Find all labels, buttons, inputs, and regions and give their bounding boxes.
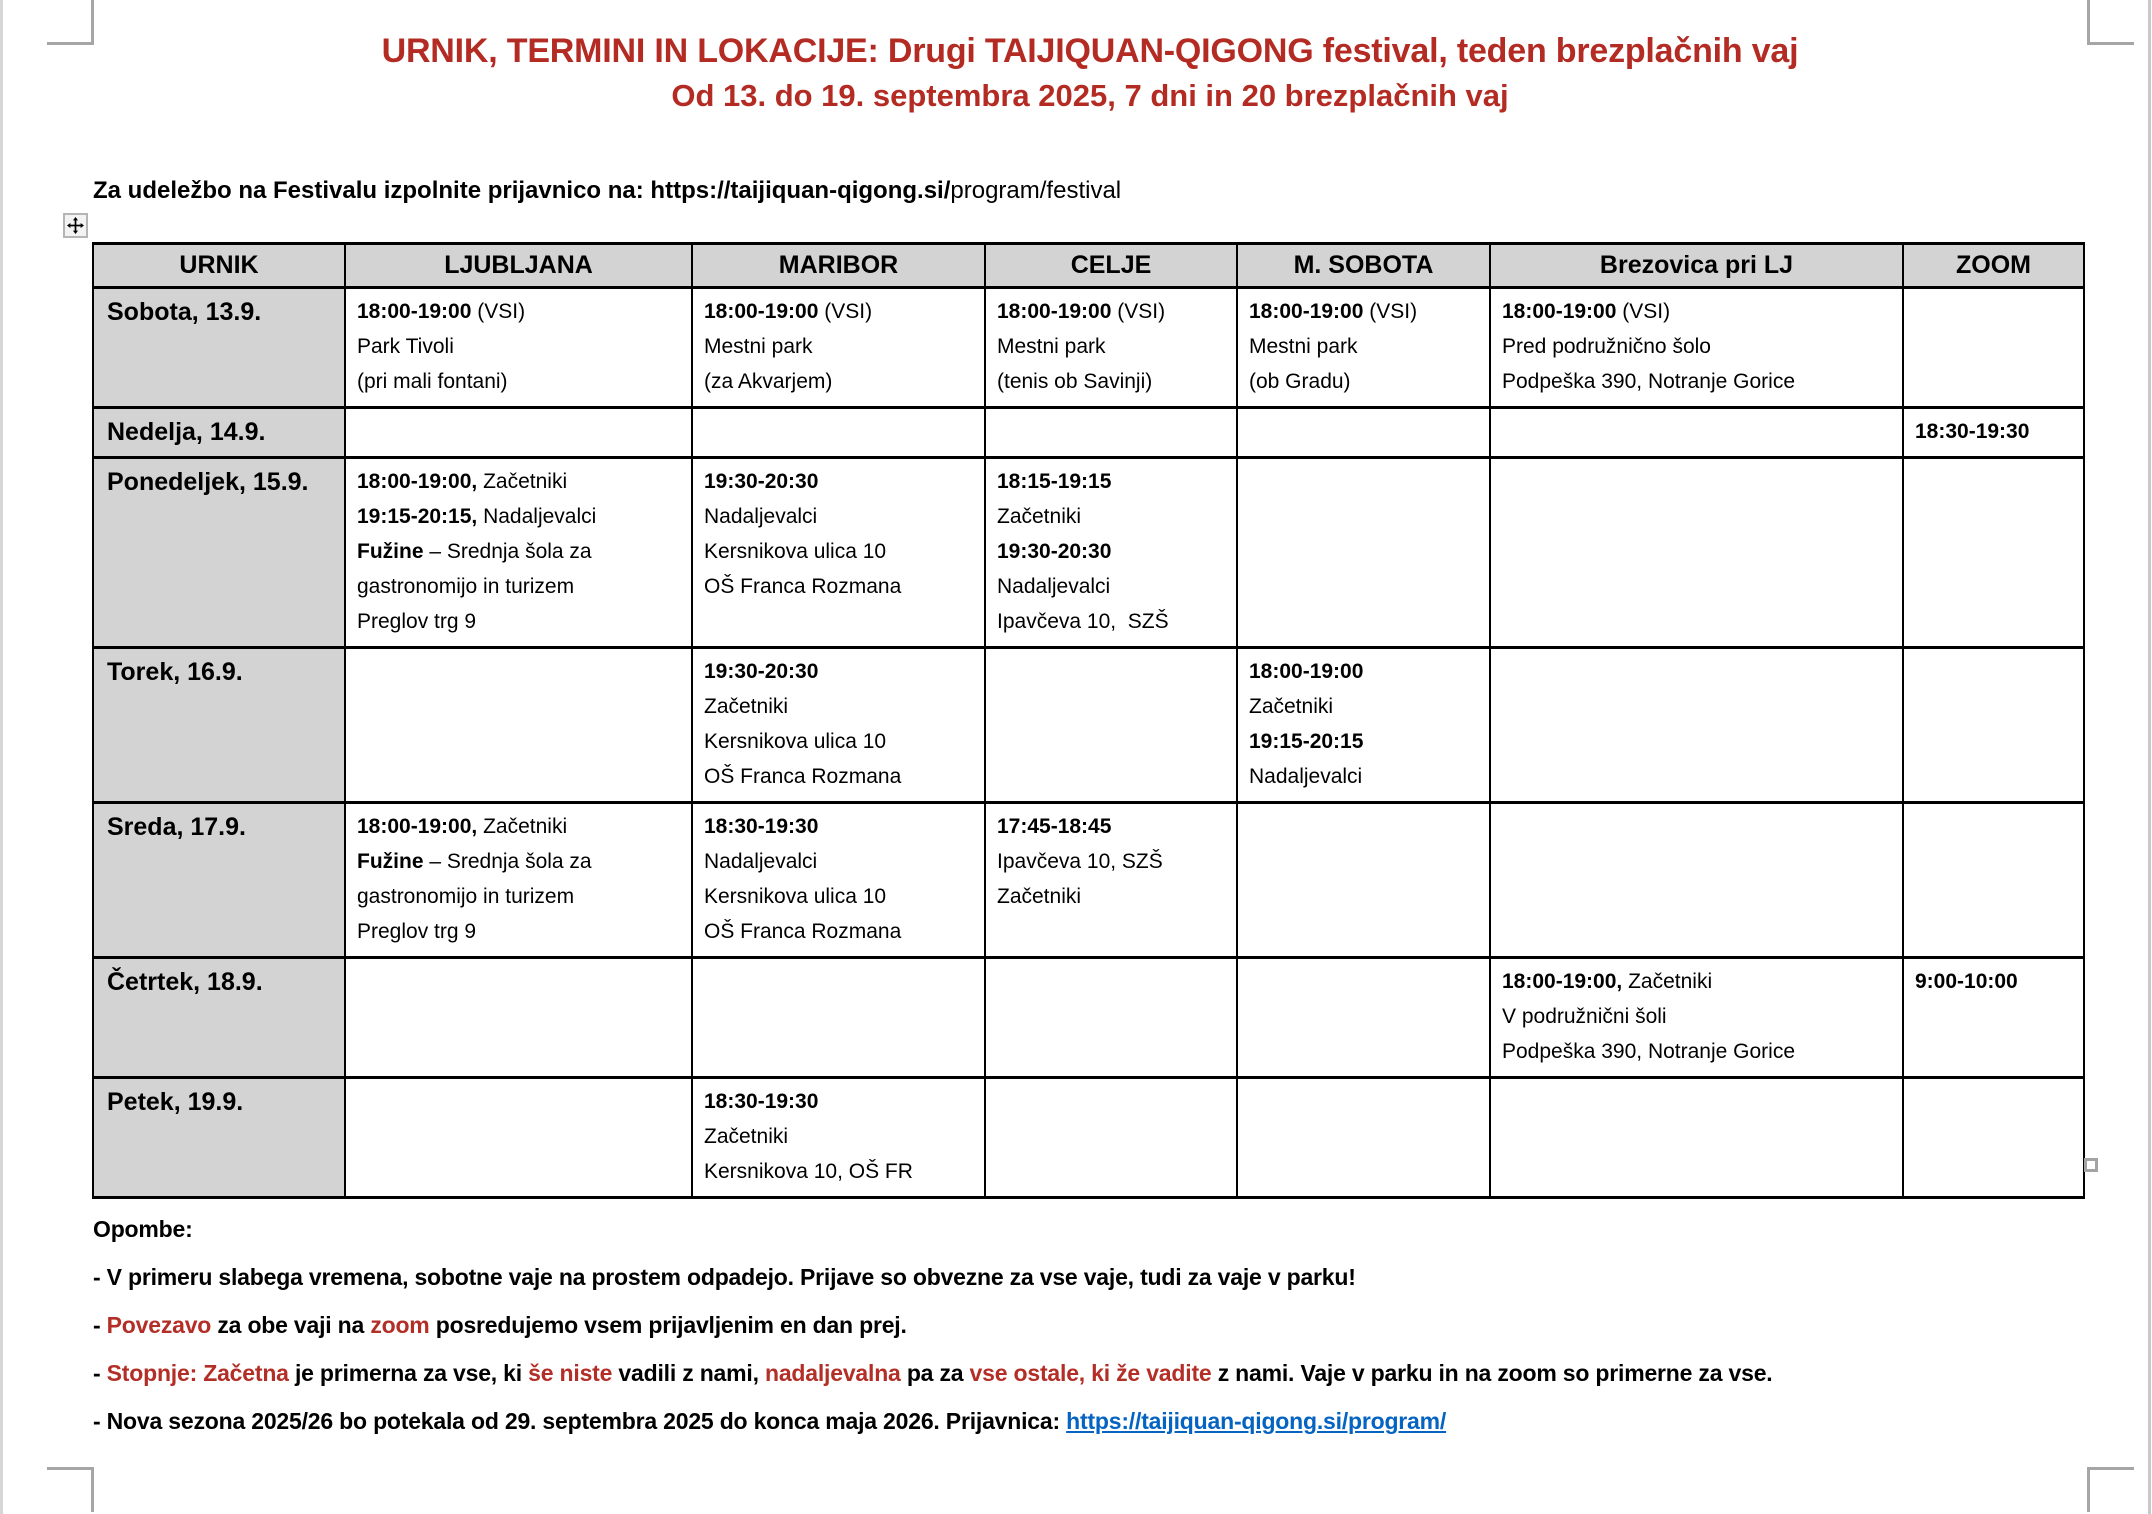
schedule-cell[interactable] <box>692 1078 985 1198</box>
schedule-line <box>1502 964 1894 999</box>
text-run: 19:30-20:30 <box>704 660 819 683</box>
text-run: Nadaljevalci <box>704 505 818 528</box>
text-run: - V primeru slabega vremena, sobotne vaje na prostem odpadejo. Prijave so obvezne za vse vaje, tudi za vaje v parku! <box>93 1264 1356 1290</box>
text-run: 18:30-19:30 <box>1915 420 2030 443</box>
schedule-line <box>997 879 1228 914</box>
schedule-cell[interactable] <box>1237 648 1490 803</box>
schedule-line <box>1249 329 1481 364</box>
text-run: 18:00-19:00, <box>357 815 478 838</box>
column-header-zoom: ZOOM <box>1903 244 2084 288</box>
text-run: 18:00-19:00 <box>357 300 472 323</box>
text-run: (ob Gradu) <box>1249 370 1351 393</box>
text-run: vse ostale, ki že vadite <box>969 1360 1212 1386</box>
text-run: Začetniki <box>704 1125 789 1148</box>
schedule-line <box>1915 414 2075 449</box>
schedule-cell[interactable] <box>1903 458 2084 648</box>
day-cell: Sobota, 13.9. <box>93 288 345 408</box>
text-run: OŠ Franca Rozmana <box>704 920 902 943</box>
text-run: 18:00-19:00 <box>704 300 819 323</box>
text-run: – Srednja šola za <box>423 850 592 873</box>
schedule-line <box>357 329 683 364</box>
text-run: Preglov trg 9 <box>357 920 477 943</box>
text-run: 17:45-18:45 <box>997 815 1112 838</box>
schedule-cell[interactable] <box>1237 408 1490 458</box>
schedule-cell[interactable] <box>1490 648 1903 803</box>
note-line-1 <box>93 1253 1772 1301</box>
text-boundary-mark-bottom-right <box>2087 1467 2134 1512</box>
schedule-line <box>704 329 976 364</box>
schedule-line <box>357 844 683 879</box>
text-run: V podružnični šoli <box>1502 1005 1667 1028</box>
schedule-cell[interactable] <box>1903 408 2084 458</box>
schedule-line <box>1502 294 1894 329</box>
text-run: (VSI) <box>1616 300 1671 323</box>
text-run: še niste <box>528 1360 613 1386</box>
text-run: Začetniki <box>1622 970 1713 993</box>
text-run: 18:00-19:00 <box>1249 660 1364 683</box>
schedule-line <box>357 914 683 949</box>
text-run: Mestni park <box>704 335 813 358</box>
text-run: (za Akvarjem) <box>704 370 833 393</box>
text-run: Začetniki <box>477 470 568 493</box>
text-run: 18:00-19:00 <box>1502 300 1617 323</box>
text-run: Stopnje: Začetna <box>106 1360 289 1386</box>
schedule-cell[interactable] <box>985 958 1237 1078</box>
schedule-line <box>704 689 976 724</box>
schedule-cell[interactable] <box>1237 958 1490 1078</box>
text-boundary-mark-top-left <box>47 0 94 45</box>
text-run: Preglov trg 9 <box>357 610 477 633</box>
schedule-line <box>997 604 1228 639</box>
column-header-brezovica-pri-lj: Brezovica pri LJ <box>1490 244 1903 288</box>
text-run: Nadaljevalci <box>997 575 1111 598</box>
schedule-line <box>997 294 1228 329</box>
schedule-line <box>357 499 683 534</box>
schedule-cell[interactable] <box>692 288 985 408</box>
schedule-line <box>357 464 683 499</box>
text-run: 18:00-19:00 <box>997 300 1112 323</box>
schedule-line <box>997 329 1228 364</box>
schedule-cell[interactable] <box>985 1078 1237 1198</box>
text-run: 19:15-20:15, <box>357 505 478 528</box>
schedule-cell[interactable] <box>1490 288 1903 408</box>
note-line-2 <box>93 1301 1772 1349</box>
schedule-cell[interactable] <box>985 288 1237 408</box>
page-right-edge <box>2148 0 2151 1514</box>
schedule-cell[interactable] <box>1903 958 2084 1078</box>
schedule-cell[interactable] <box>692 958 985 1078</box>
text-run: 18:15-19:15 <box>997 470 1112 493</box>
schedule-cell[interactable] <box>345 408 692 458</box>
text-run: Nadaljevalci <box>1249 765 1363 788</box>
table-row <box>93 288 2084 408</box>
schedule-cell[interactable] <box>692 458 985 648</box>
title-line-1: URNIK, TERMINI IN LOKACIJE: Drugi TAIJIQUAN-QIGONG festival, teden brezplačnih vaj <box>381 32 1799 70</box>
text-run: 19:30-20:30 <box>704 470 819 493</box>
schedule-line <box>997 364 1228 399</box>
schedule-line <box>1249 364 1481 399</box>
schedule-line <box>357 604 683 639</box>
text-run: program/festival <box>950 177 1122 204</box>
text-run: (VSI) <box>1363 300 1418 323</box>
day-cell: Ponedeljek, 15.9. <box>93 458 345 648</box>
schedule-line <box>704 759 976 794</box>
schedule-cell[interactable] <box>985 803 1237 958</box>
table-row <box>93 803 2084 958</box>
schedule-line <box>704 464 976 499</box>
text-run: (VSI) <box>818 300 873 323</box>
schedule-line <box>704 1119 976 1154</box>
schedule-cell[interactable] <box>1237 803 1490 958</box>
note-line-4 <box>93 1397 1772 1445</box>
table-row <box>93 1078 2084 1198</box>
page-left-edge <box>0 0 3 1514</box>
text-run: (VSI) <box>471 300 526 323</box>
schedule-cell[interactable] <box>1490 958 1903 1078</box>
schedule-line <box>357 879 683 914</box>
text-run: Začetniki <box>997 885 1082 908</box>
table-body <box>93 288 2084 1198</box>
text-run: posredujemo vsem prijavljenim en dan prej. <box>429 1312 907 1338</box>
schedule-line <box>1249 294 1481 329</box>
text-run: za obe vaji na <box>211 1312 371 1338</box>
schedule-cell[interactable] <box>1903 648 2084 803</box>
schedule-line <box>997 534 1228 569</box>
day-cell: Četrtek, 18.9. <box>93 958 345 1078</box>
text-run: OŠ Franca Rozmana <box>704 575 902 598</box>
schedule-cell[interactable] <box>345 1078 692 1198</box>
schedule-line <box>997 569 1228 604</box>
text-boundary-mark-bottom-left <box>47 1467 94 1512</box>
schedule-line <box>1502 1034 1894 1069</box>
text-run: Podpeška 390, Notranje Gorice <box>1502 1040 1796 1063</box>
text-run: – Srednja šola za <box>423 540 592 563</box>
schedule-line <box>1915 964 2075 999</box>
text-run: (pri mali fontani) <box>357 370 508 393</box>
schedule-line <box>357 569 683 604</box>
schedule-line <box>704 1154 976 1189</box>
text-run: Kersnikova ulica 10 <box>704 540 887 563</box>
schedule-cell[interactable] <box>345 458 692 648</box>
text-run: pa za <box>900 1360 970 1386</box>
day-cell: Nedelja, 14.9. <box>93 408 345 458</box>
column-header-urnik: URNIK <box>93 244 345 288</box>
schedule-line <box>357 534 683 569</box>
text-run: Fužine <box>357 540 424 563</box>
text-run: Mestni park <box>997 335 1106 358</box>
schedule-cell[interactable] <box>692 408 985 458</box>
schedule-line <box>1502 999 1894 1034</box>
table-row <box>93 458 2084 648</box>
column-header-maribor: MARIBOR <box>692 244 985 288</box>
schedule-line <box>704 534 976 569</box>
text-run: Začetniki <box>1249 695 1334 718</box>
schedule-line <box>704 499 976 534</box>
text-run: vadili z nami, <box>612 1360 765 1386</box>
text-run: 19:15-20:15 <box>1249 730 1364 753</box>
column-header-ljubljana: LJUBLJANA <box>345 244 692 288</box>
schedule-line <box>704 879 976 914</box>
schedule-line <box>1502 329 1894 364</box>
text-run: Začetniki <box>997 505 1082 528</box>
schedule-line <box>704 724 976 759</box>
schedule-cell[interactable] <box>1903 1078 2084 1198</box>
schedule-cell[interactable] <box>985 648 1237 803</box>
four-way-move-arrows-icon <box>67 217 84 234</box>
text-run: Kersnikova ulica 10 <box>704 730 887 753</box>
prijavnica-link[interactable]: https://taijiquan-qigong.si/program/ <box>1066 1408 1447 1434</box>
schedule-line <box>1502 364 1894 399</box>
text-run: Mestni park <box>1249 335 1358 358</box>
text-run: Kersnikova 10, OŠ FR <box>704 1160 913 1183</box>
day-cell: Petek, 19.9. <box>93 1078 345 1198</box>
column-header-m-sobota: M. SOBOTA <box>1237 244 1490 288</box>
schedule-line <box>1249 654 1481 689</box>
schedule-line <box>1249 759 1481 794</box>
text-run: (VSI) <box>1111 300 1166 323</box>
text-run: Ipavčeva 10, SZŠ <box>997 610 1169 633</box>
schedule-cell[interactable] <box>1903 288 2084 408</box>
table-row <box>93 408 2084 458</box>
schedule-line <box>704 809 976 844</box>
table-move-handle[interactable] <box>63 213 88 238</box>
text-run: gastronomijo in turizem <box>357 885 575 908</box>
text-run: Park Tivoli <box>357 335 454 358</box>
text-run: (tenis ob Savinji) <box>997 370 1153 393</box>
schedule-line <box>357 364 683 399</box>
title-line-2: Od 13. do 19. septembra 2025, 7 dni in 20 brezplačnih vaj <box>671 78 1509 113</box>
text-run: 18:00-19:00, <box>357 470 478 493</box>
schedule-cell[interactable] <box>1237 458 1490 648</box>
text-run: 19:30-20:30 <box>997 540 1112 563</box>
schedule-line <box>1249 724 1481 759</box>
note-line-3 <box>93 1349 1772 1397</box>
text-run: - Nova sezona 2025/26 bo potekala od 29. septembra 2025 do konca maja 2026. Prijavnica: <box>93 1408 1067 1434</box>
schedule-cell[interactable] <box>345 648 692 803</box>
schedule-line <box>704 294 976 329</box>
schedule-cell[interactable] <box>985 408 1237 458</box>
text-run: z nami. Vaje v parku in na zoom so primerne za vse. <box>1211 1360 1773 1386</box>
schedule-line <box>704 914 976 949</box>
table-resize-handle[interactable] <box>2084 1158 2098 1172</box>
schedule-line <box>357 294 683 329</box>
schedule-line <box>704 569 976 604</box>
day-cell: Torek, 16.9. <box>93 648 345 803</box>
text-run: 18:30-19:30 <box>704 815 819 838</box>
schedule-line <box>1249 689 1481 724</box>
text-boundary-mark-top-right <box>2087 0 2134 45</box>
column-header-celje: CELJE <box>985 244 1237 288</box>
schedule-line <box>704 1084 976 1119</box>
text-run: 18:00-19:00, <box>1502 970 1623 993</box>
schedule-cell[interactable] <box>692 648 985 803</box>
schedule-cell[interactable] <box>1237 1078 1490 1198</box>
text-run: 18:30-19:30 <box>704 1090 819 1113</box>
registration-note <box>93 176 1121 206</box>
schedule-cell[interactable] <box>1490 803 1903 958</box>
schedule-cell[interactable] <box>985 458 1237 648</box>
schedule-cell[interactable] <box>1237 288 1490 408</box>
text-run: - <box>93 1360 107 1386</box>
text-run: 9:00-10:00 <box>1915 970 2018 993</box>
schedule-line <box>704 844 976 879</box>
schedule-line <box>997 844 1228 879</box>
text-run: Podpeška 390, Notranje Gorice <box>1502 370 1796 393</box>
table-row <box>93 648 2084 803</box>
header-row <box>93 244 2084 288</box>
schedule-cell[interactable] <box>692 803 985 958</box>
schedule-cell[interactable] <box>1490 408 1903 458</box>
table-head <box>93 244 2084 288</box>
table-row <box>93 958 2084 1078</box>
document-title <box>93 28 2087 118</box>
schedule-cell[interactable] <box>1903 803 2084 958</box>
day-cell: Sreda, 17.9. <box>93 803 345 958</box>
text-run: Začetniki <box>704 695 789 718</box>
schedule-line <box>997 464 1228 499</box>
text-run: Opombe: <box>93 1216 193 1242</box>
schedule-line <box>357 809 683 844</box>
text-run: Povezavo <box>106 1312 212 1338</box>
text-run: Kersnikova ulica 10 <box>704 885 887 908</box>
text-run: Nadaljevalci <box>704 850 818 873</box>
schedule-cell[interactable] <box>1490 458 1903 648</box>
schedule-line <box>997 499 1228 534</box>
notes <box>93 1205 1772 1445</box>
text-run: Začetniki <box>477 815 568 838</box>
schedule-cell[interactable] <box>345 288 692 408</box>
schedule-line <box>704 654 976 689</box>
text-run: - <box>93 1312 107 1338</box>
note-line-0 <box>93 1205 1772 1253</box>
schedule-line <box>997 809 1228 844</box>
schedule-line <box>704 364 976 399</box>
text-run: Fužine <box>357 850 424 873</box>
text-run: gastronomijo in turizem <box>357 575 575 598</box>
text-run: Nadaljevalci <box>477 505 597 528</box>
text-run: Za udeležbo na Festivalu izpolnite prijavnico na: https://taijiquan-qigong.si/ <box>93 177 951 204</box>
text-run: Pred podružnično šolo <box>1502 335 1711 358</box>
text-run: 18:00-19:00 <box>1249 300 1364 323</box>
text-run: zoom <box>370 1312 430 1338</box>
text-run: OŠ Franca Rozmana <box>704 765 902 788</box>
schedule-cell[interactable] <box>345 958 692 1078</box>
text-run: je primerna za vse, ki <box>288 1360 529 1386</box>
text-run: Ipavčeva 10, SZŠ <box>997 850 1163 873</box>
schedule-cell[interactable] <box>345 803 692 958</box>
schedule-table <box>92 242 2085 1199</box>
schedule-cell[interactable] <box>1490 1078 1903 1198</box>
text-run: nadaljevalna <box>764 1360 901 1386</box>
